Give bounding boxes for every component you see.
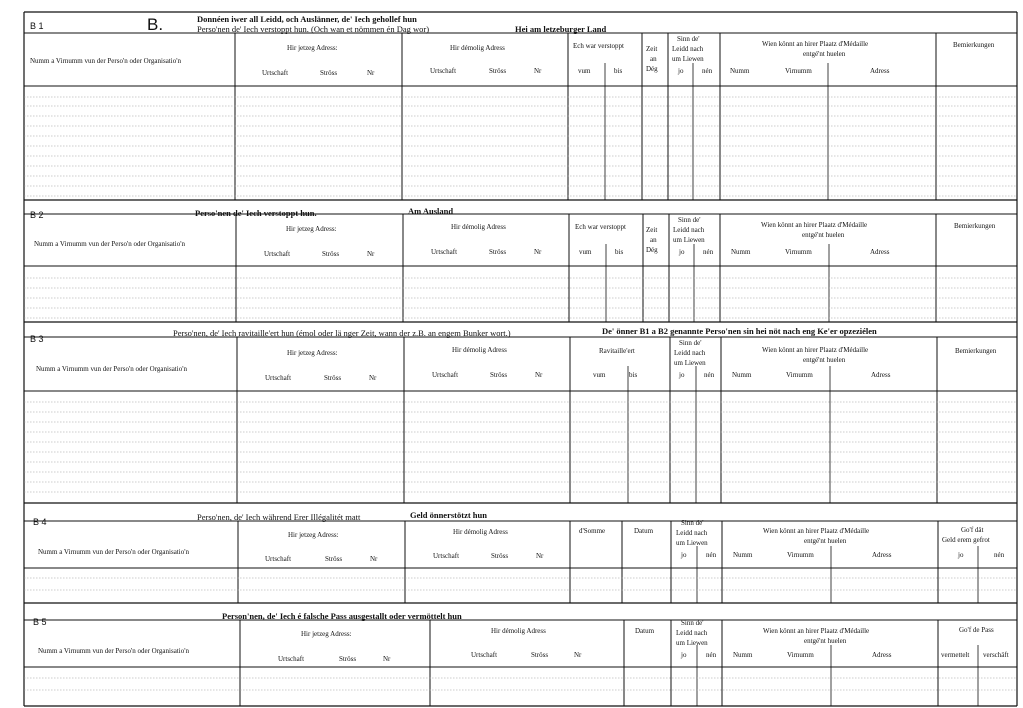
col-risk: Leidd nach <box>672 45 704 53</box>
col-current-address: Hir jetzeg Adress: <box>287 349 338 357</box>
col-to: bis <box>614 67 623 75</box>
col-former-address: Hir démolig Adress <box>451 223 506 231</box>
col-number: Nr <box>535 371 543 379</box>
col-days: Dég <box>646 246 658 254</box>
col-locality: Urtschaft <box>432 371 459 379</box>
col-date: Datum <box>634 527 654 535</box>
col-risk: um Liewen <box>674 359 706 367</box>
col-medal-name: Numm <box>733 651 753 659</box>
col-name: Numm a Virnumm vun der Perso'n oder Organisatio'n <box>30 57 181 65</box>
col-number: Nr <box>383 655 391 663</box>
col-date: Datum <box>635 627 655 635</box>
col-current-address: Hir jetzeg Adress: <box>288 531 339 539</box>
col-days: an <box>650 236 657 244</box>
col-pass: Go'f de Pass <box>959 626 994 634</box>
col-risk: Sinn de' <box>681 519 704 527</box>
col-risk: Sinn de' <box>681 619 704 627</box>
col-name: Numm a Virnumm vun der Perso'n oder Organisatio'n <box>38 548 189 556</box>
form-title: Donnéen iwer all Leidd, och Auslänner, de' Iech gehollef hun <box>197 14 417 24</box>
col-medal-firstname: Virnumm <box>786 371 813 379</box>
col-medal: Wien könnt an hirer Plaatz d'Médaille <box>761 221 868 229</box>
col-hid-from-to: Ech war verstoppt <box>575 223 626 231</box>
col-medal-name: Numm <box>731 248 751 256</box>
col-former-address: Hir démolig Adress <box>450 44 505 52</box>
section-title-b1: Perso'nen de' Iech verstoppt hun. (Och wan et nömmen én Dag wor) <box>197 24 430 34</box>
col-to: bis <box>629 371 638 379</box>
section-title-b4-right: Geld önnerstötzt hun <box>410 510 487 520</box>
col-locality: Urtschaft <box>265 374 292 382</box>
col-medal-name: Numm <box>732 371 752 379</box>
col-no: nén <box>704 371 715 379</box>
col-street: Ströss <box>489 248 507 256</box>
col-yes: jo <box>678 67 684 75</box>
section-title-b2: Perso'nen de' Iech verstoppt hun. <box>195 208 317 218</box>
col-street: Ströss <box>320 69 338 77</box>
col-hid-from-to: Ech war verstoppt <box>573 42 624 50</box>
col-medal-name: Numm <box>730 67 750 75</box>
section-title-b5: Person'nen, de' Iech é falsche Pass ausgestallt oder vermöttelt hun <box>222 611 462 621</box>
col-number: Nr <box>370 555 378 563</box>
col-days: Dég <box>646 65 658 73</box>
col-number: Nr <box>574 651 582 659</box>
col-current-address: Hir jetzeg Adress: <box>286 225 337 233</box>
col-name: Numm a Virnumm vun der Perso'n oder Organisatio'n <box>38 647 189 655</box>
col-number: Nr <box>369 374 377 382</box>
col-number: Nr <box>367 69 375 77</box>
col-locality: Urtschaft <box>262 69 289 77</box>
section-letter: B. <box>147 15 164 34</box>
col-money-back: Go'f dät <box>961 526 984 534</box>
col-street: Ströss <box>339 655 357 663</box>
col-risk: um Liewen <box>672 55 704 63</box>
col-number: Nr <box>536 552 544 560</box>
col-locality: Urtschaft <box>431 248 458 256</box>
col-risk: um Liewen <box>676 539 708 547</box>
col-medal-address: Adress <box>871 371 891 379</box>
col-days: Zeit <box>646 45 658 53</box>
col-no: nén <box>994 551 1005 559</box>
col-risk: Sinn de' <box>678 216 701 224</box>
col-to: bis <box>615 248 624 256</box>
section-title-b2-right: Am Ausland <box>408 206 454 216</box>
col-street: Ströss <box>491 552 509 560</box>
col-medal-firstname: Virnumm <box>785 248 812 256</box>
col-sum: d'Somme <box>579 527 606 535</box>
col-street: Ströss <box>531 651 549 659</box>
col-name: Numm a Virnumm vun der Perso'n oder Organisatio'n <box>36 365 187 373</box>
col-current-address: Hir jetzeg Adress: <box>287 44 338 52</box>
col-name: Numm a Virnumm vun der Perso'n oder Organisatio'n <box>34 240 185 248</box>
col-medal-address: Adress <box>872 651 892 659</box>
col-number: Nr <box>367 250 375 258</box>
col-medal-firstname: Virnumm <box>787 651 814 659</box>
col-no: nén <box>703 248 714 256</box>
col-from: vum <box>578 67 591 75</box>
col-yes: jo <box>681 551 687 559</box>
col-risk: um Liewen <box>673 236 705 244</box>
col-locality: Urtschaft <box>278 655 305 663</box>
col-yes: jo <box>679 248 685 256</box>
col-remarks: Bemierkungen <box>955 347 997 355</box>
col-yes: jo <box>681 651 687 659</box>
col-number: Nr <box>534 248 542 256</box>
col-remarks: Bemierkungen <box>953 41 995 49</box>
col-risk: um Liewen <box>676 639 708 647</box>
col-medal: entgé'nt huelen <box>804 537 847 545</box>
col-from: vum <box>579 248 592 256</box>
col-risk: Sinn de' <box>677 35 700 43</box>
col-current-address: Hir jetzeg Adress: <box>301 630 352 638</box>
col-medal-address: Adress <box>872 551 892 559</box>
col-locality: Urtschaft <box>430 67 457 75</box>
section-code-b2: B 2 <box>30 210 44 220</box>
col-street: Ströss <box>490 371 508 379</box>
col-supplied: Ravitaille'ert <box>599 347 635 355</box>
col-locality: Urtschaft <box>264 250 291 258</box>
col-medal: entgé'nt huelen <box>804 637 847 645</box>
col-medal: entgé'nt huelen <box>803 50 846 58</box>
col-medal-address: Adress <box>870 248 890 256</box>
col-street: Ströss <box>489 67 507 75</box>
col-locality: Urtschaft <box>471 651 498 659</box>
section-code-b1: B 1 <box>30 21 44 31</box>
col-risk: Sinn de' <box>679 339 702 347</box>
col-locality: Urtschaft <box>433 552 460 560</box>
col-medal: Wien könnt an hirer Plaatz d'Médaille <box>763 527 870 535</box>
col-medal-firstname: Virnumm <box>785 67 812 75</box>
col-no: nén <box>706 651 717 659</box>
section-code-b4: B 4 <box>33 517 47 527</box>
col-medal: Wien könnt an hirer Plaatz d'Médaille <box>763 627 870 635</box>
col-risk: Leidd nach <box>673 226 705 234</box>
col-pass-issued: verschäft <box>983 651 1009 659</box>
col-medal-address: Adress <box>870 67 890 75</box>
col-medal-firstname: Virnumm <box>787 551 814 559</box>
col-medal: Wien könnt an hirer Plaatz d'Médaille <box>762 40 869 48</box>
col-days: Zeit <box>646 226 658 234</box>
section-title-b3: Perso'nen, de' Iech ravitaille'ert hun (émol oder lä nger Zeit, wann der z.B. an engem Bunker wort.) <box>173 328 511 338</box>
col-remarks: Bemierkungen <box>954 222 996 230</box>
section-code-b5: B 5 <box>33 617 47 627</box>
col-number: Nr <box>534 67 542 75</box>
col-money-back: Geld erem gefrot <box>942 536 990 544</box>
col-former-address: Hir démolig Adress <box>453 528 508 536</box>
col-medal: Wien könnt an hirer Plaatz d'Médaille <box>762 346 869 354</box>
section-title-b4: Perso'nen, de' Iech während Erer Illégalitét matt <box>197 512 361 522</box>
col-risk: Leidd nach <box>676 529 708 537</box>
col-medal: entgé'nt huelen <box>802 231 845 239</box>
col-street: Ströss <box>322 250 340 258</box>
col-no: nén <box>702 67 713 75</box>
col-medal-name: Numm <box>733 551 753 559</box>
col-no: nén <box>706 551 717 559</box>
col-medal: entgé'nt huelen <box>803 356 846 364</box>
col-yes: jo <box>958 551 964 559</box>
col-from: vum <box>593 371 606 379</box>
section-code-b3: B 3 <box>30 334 44 344</box>
col-street: Ströss <box>324 374 342 382</box>
col-pass-mediated: vermettelt <box>941 651 970 659</box>
col-former-address: Hir démolig Adress <box>491 627 546 635</box>
col-locality: Urtschaft <box>265 555 292 563</box>
col-yes: jo <box>679 371 685 379</box>
col-former-address: Hir démolig Adress <box>452 346 507 354</box>
col-risk: Leidd nach <box>674 349 706 357</box>
col-street: Ströss <box>325 555 343 563</box>
col-days: an <box>650 55 657 63</box>
section-title-b1-right: Hei am letzeburger Land <box>515 24 607 34</box>
section-title-b3-right: De' önner B1 a B2 genannte Perso'nen sin hei nöt nach eng Ke'er opzeziélen <box>602 326 877 336</box>
col-risk: Leidd nach <box>676 629 708 637</box>
